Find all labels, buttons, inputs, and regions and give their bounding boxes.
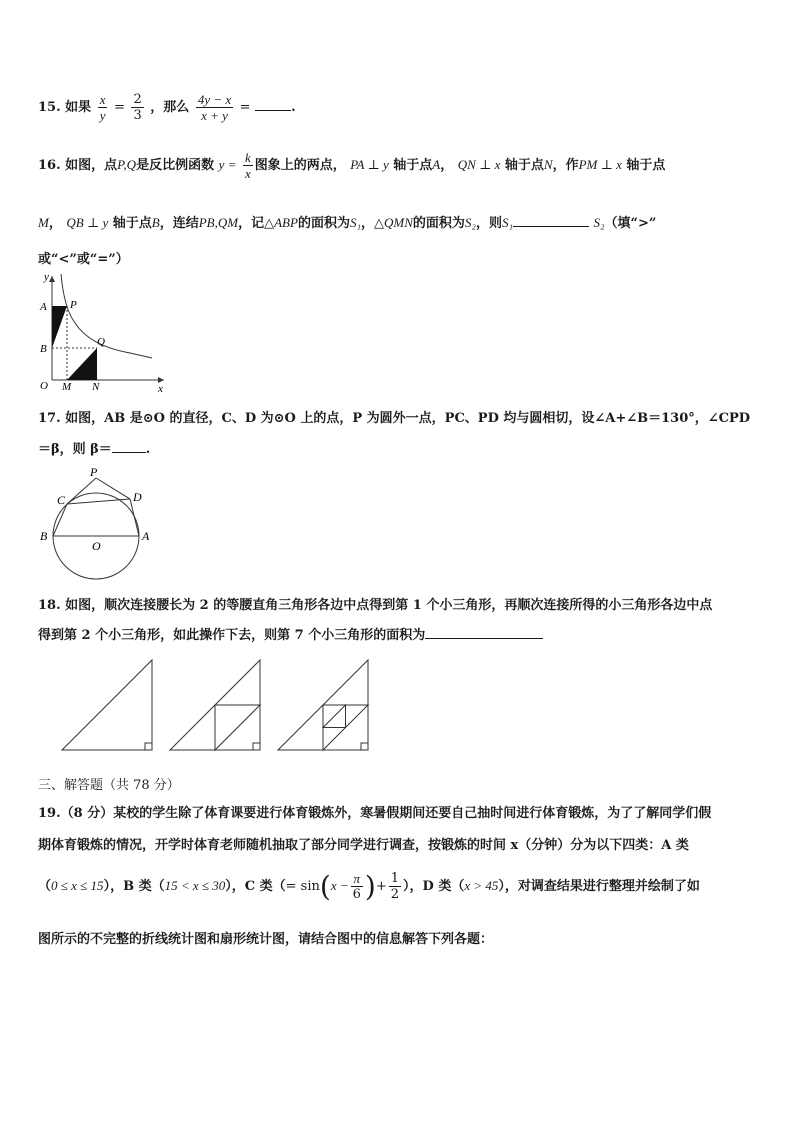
tangent-pc xyxy=(67,478,96,504)
q16-number: 16. xyxy=(38,158,61,173)
right-angle-mark xyxy=(253,743,260,750)
q17-period: . xyxy=(145,442,151,457)
q15-answer-blank[interactable] xyxy=(255,110,291,111)
q16-s2: S₂ xyxy=(464,215,476,230)
q16-qb: QB ⊥ y xyxy=(66,215,109,230)
q16-line-1 xyxy=(38,150,665,181)
q17-line-2 xyxy=(38,438,150,457)
q15-equals: = xyxy=(114,100,125,115)
label-A: A xyxy=(142,529,150,543)
paren-open-icon: ( xyxy=(319,870,331,903)
q17-line-1: 17. 如图，AB 是⊙O 的直径，C、D 为⊙O 上的点，P 为圆外一点，PC、PD 均与圆相切，设∠A+∠B＝130°，∠CPD xyxy=(38,411,751,426)
q19-text: ），C 类（ xyxy=(225,879,286,894)
q19-text: ），D 类（ xyxy=(403,879,465,894)
q16-y-eq: y = xyxy=(218,157,237,172)
q19-text: ），B 类（ xyxy=(103,879,165,894)
q16-abp: △ABP xyxy=(264,215,298,230)
q16-N: N xyxy=(543,157,553,172)
right-angle-mark xyxy=(145,743,152,750)
q16-answer-blank[interactable] xyxy=(513,226,589,227)
q16-text: 是反比例函数 xyxy=(136,158,215,173)
q16-qmn: △QMN xyxy=(374,215,413,230)
label-P: P xyxy=(70,299,77,311)
q16-pbqm: PB,QM xyxy=(198,215,239,230)
q19-range-b: 15 < x ≤ 30 xyxy=(164,878,226,893)
q19-text: ），对调查结果进行整理并绘制了如 xyxy=(498,879,700,894)
q15-text-2: ，那么 xyxy=(150,100,190,115)
y-axis-arrow-icon xyxy=(49,276,55,282)
label-B: B xyxy=(40,529,48,543)
q19-range-d: x > 45 xyxy=(464,878,499,893)
triangle-qmn xyxy=(67,348,97,380)
segment-bc xyxy=(53,504,67,536)
q16-fraction-kx: $\frac{k}{x}$ xyxy=(244,150,251,181)
q16-A: A xyxy=(432,157,441,172)
label-M: M xyxy=(62,381,72,392)
q16-M: M xyxy=(38,215,49,230)
paren-close-icon: ) xyxy=(364,870,376,903)
q16-text: 图象上的两点， xyxy=(254,158,346,173)
triangle-outer xyxy=(62,660,152,750)
q19-line-2: 期体育锻炼的情况，开学时体育老师随机抽取了部分同学进行调查，按锻炼的时间 x（分钟）分为以下四类：A 类 xyxy=(38,838,689,853)
q16-text: 轴于点 xyxy=(112,216,152,231)
q18-line-2 xyxy=(38,624,543,643)
q16-text: 如图，点 xyxy=(65,158,118,173)
q17-text: ＝β，则 β＝ xyxy=(38,442,112,457)
triangle-abp xyxy=(52,306,67,348)
q19-fraction-half: $\frac{1}{2}$ xyxy=(390,871,400,902)
q16-s1: S₁ xyxy=(349,215,361,230)
q16-text: 轴于点 xyxy=(504,158,544,173)
q18-figure-1 xyxy=(58,656,158,756)
q19-range-a: 0 ≤ x ≤ 15 xyxy=(51,878,104,893)
q19-c-sin: = sin xyxy=(285,879,320,894)
q18-line-1: 18. 如图，顺次连接腰长为 2 的等腰直角三角形各边中点得到第 1 个小三角形，再顺次连接所得的小三角形各边中点 xyxy=(38,598,713,613)
q15-equals-2: = xyxy=(239,100,251,115)
label-C: C xyxy=(57,493,66,507)
segment-ad xyxy=(130,499,139,536)
q15-line xyxy=(38,92,296,123)
q16-text: ，则 xyxy=(475,216,502,231)
q16-s1b: S₁ xyxy=(501,215,513,230)
q16-text: （填“>” xyxy=(604,216,657,231)
label-P: P xyxy=(90,465,98,479)
triangle-mid-2 xyxy=(323,705,346,728)
label-D: D xyxy=(133,490,142,504)
q18-text: 得到第 2 个小三角形，如此操作下去，则第 7 个小三角形的面积为 xyxy=(38,628,426,643)
q16-comma: ， xyxy=(360,216,374,231)
q19-text: （ xyxy=(38,879,52,894)
q15-number: 15. xyxy=(38,100,61,115)
q16-B: B xyxy=(151,215,160,230)
label-Q: Q xyxy=(97,336,105,348)
q16-pa: PA ⊥ y xyxy=(350,157,389,172)
q17-figure xyxy=(38,464,168,584)
q16-text: 的面积为 xyxy=(412,216,465,231)
segment-cd xyxy=(67,499,130,504)
hyperbola-curve xyxy=(61,274,152,358)
q18-figure-2 xyxy=(166,656,266,756)
q16-s2b: S₂ xyxy=(593,215,605,230)
q16-line-2 xyxy=(38,212,656,231)
q16-pm: PM ⊥ x xyxy=(578,157,622,172)
q15-text-1: 如果 xyxy=(65,100,92,115)
q15-fraction-23: $\frac{2}{3}$ xyxy=(133,92,142,123)
q16-text: 轴于点 xyxy=(626,158,666,173)
section-heading: 三、解答题（共 78 分） xyxy=(38,778,180,793)
label-N: N xyxy=(92,381,100,392)
q15-period: . xyxy=(291,100,296,115)
q19-c-x: x − xyxy=(330,878,349,893)
q19-line-3 xyxy=(38,870,700,903)
q15-fraction-xy: $\frac{x}{y}$ xyxy=(99,92,106,123)
q16-comma: ， xyxy=(440,158,454,173)
q16-text: 的面积为 xyxy=(297,216,350,231)
q18-figure-3 xyxy=(274,656,374,756)
q16-qn: QN ⊥ x xyxy=(457,157,501,172)
q16-text: 轴于点 xyxy=(393,158,433,173)
q19-line-1: 19.（8 分）某校的学生除了体育课要进行体育锻炼外，寒暑假期间还要自己抽时间进行体育锻炼，为了了解同学们假 xyxy=(38,806,712,821)
q16-pq: P,Q xyxy=(117,157,137,172)
q16-text: ，记 xyxy=(238,216,265,231)
right-angle-mark xyxy=(361,743,368,750)
q19-c-plus: + xyxy=(375,879,387,894)
q15-fraction-expr: $\frac{4y - x}{x + y}$ xyxy=(197,92,232,123)
tangent-pd xyxy=(96,478,130,499)
label-A: A xyxy=(40,301,47,313)
q16-figure xyxy=(30,268,170,392)
label-O: O xyxy=(40,380,48,392)
q17-answer-blank[interactable] xyxy=(112,452,146,453)
q18-answer-blank[interactable] xyxy=(425,638,543,639)
label-y: y xyxy=(44,271,49,283)
label-O: O xyxy=(92,539,101,553)
label-x: x xyxy=(158,383,163,392)
q16-comma: ， xyxy=(48,216,62,231)
label-B: B xyxy=(40,343,47,355)
q19-line-4: 图所示的不完整的折线统计图和扇形统计图，请结合图中的信息解答下列各题： xyxy=(38,932,494,947)
q16-line-3: 或“<”或“=”） xyxy=(38,252,129,267)
q16-text: ，连结 xyxy=(159,216,199,231)
q19-fraction-pi6: $\frac{\pi}{6}$ xyxy=(352,871,361,902)
q16-text: ，作 xyxy=(552,158,579,173)
